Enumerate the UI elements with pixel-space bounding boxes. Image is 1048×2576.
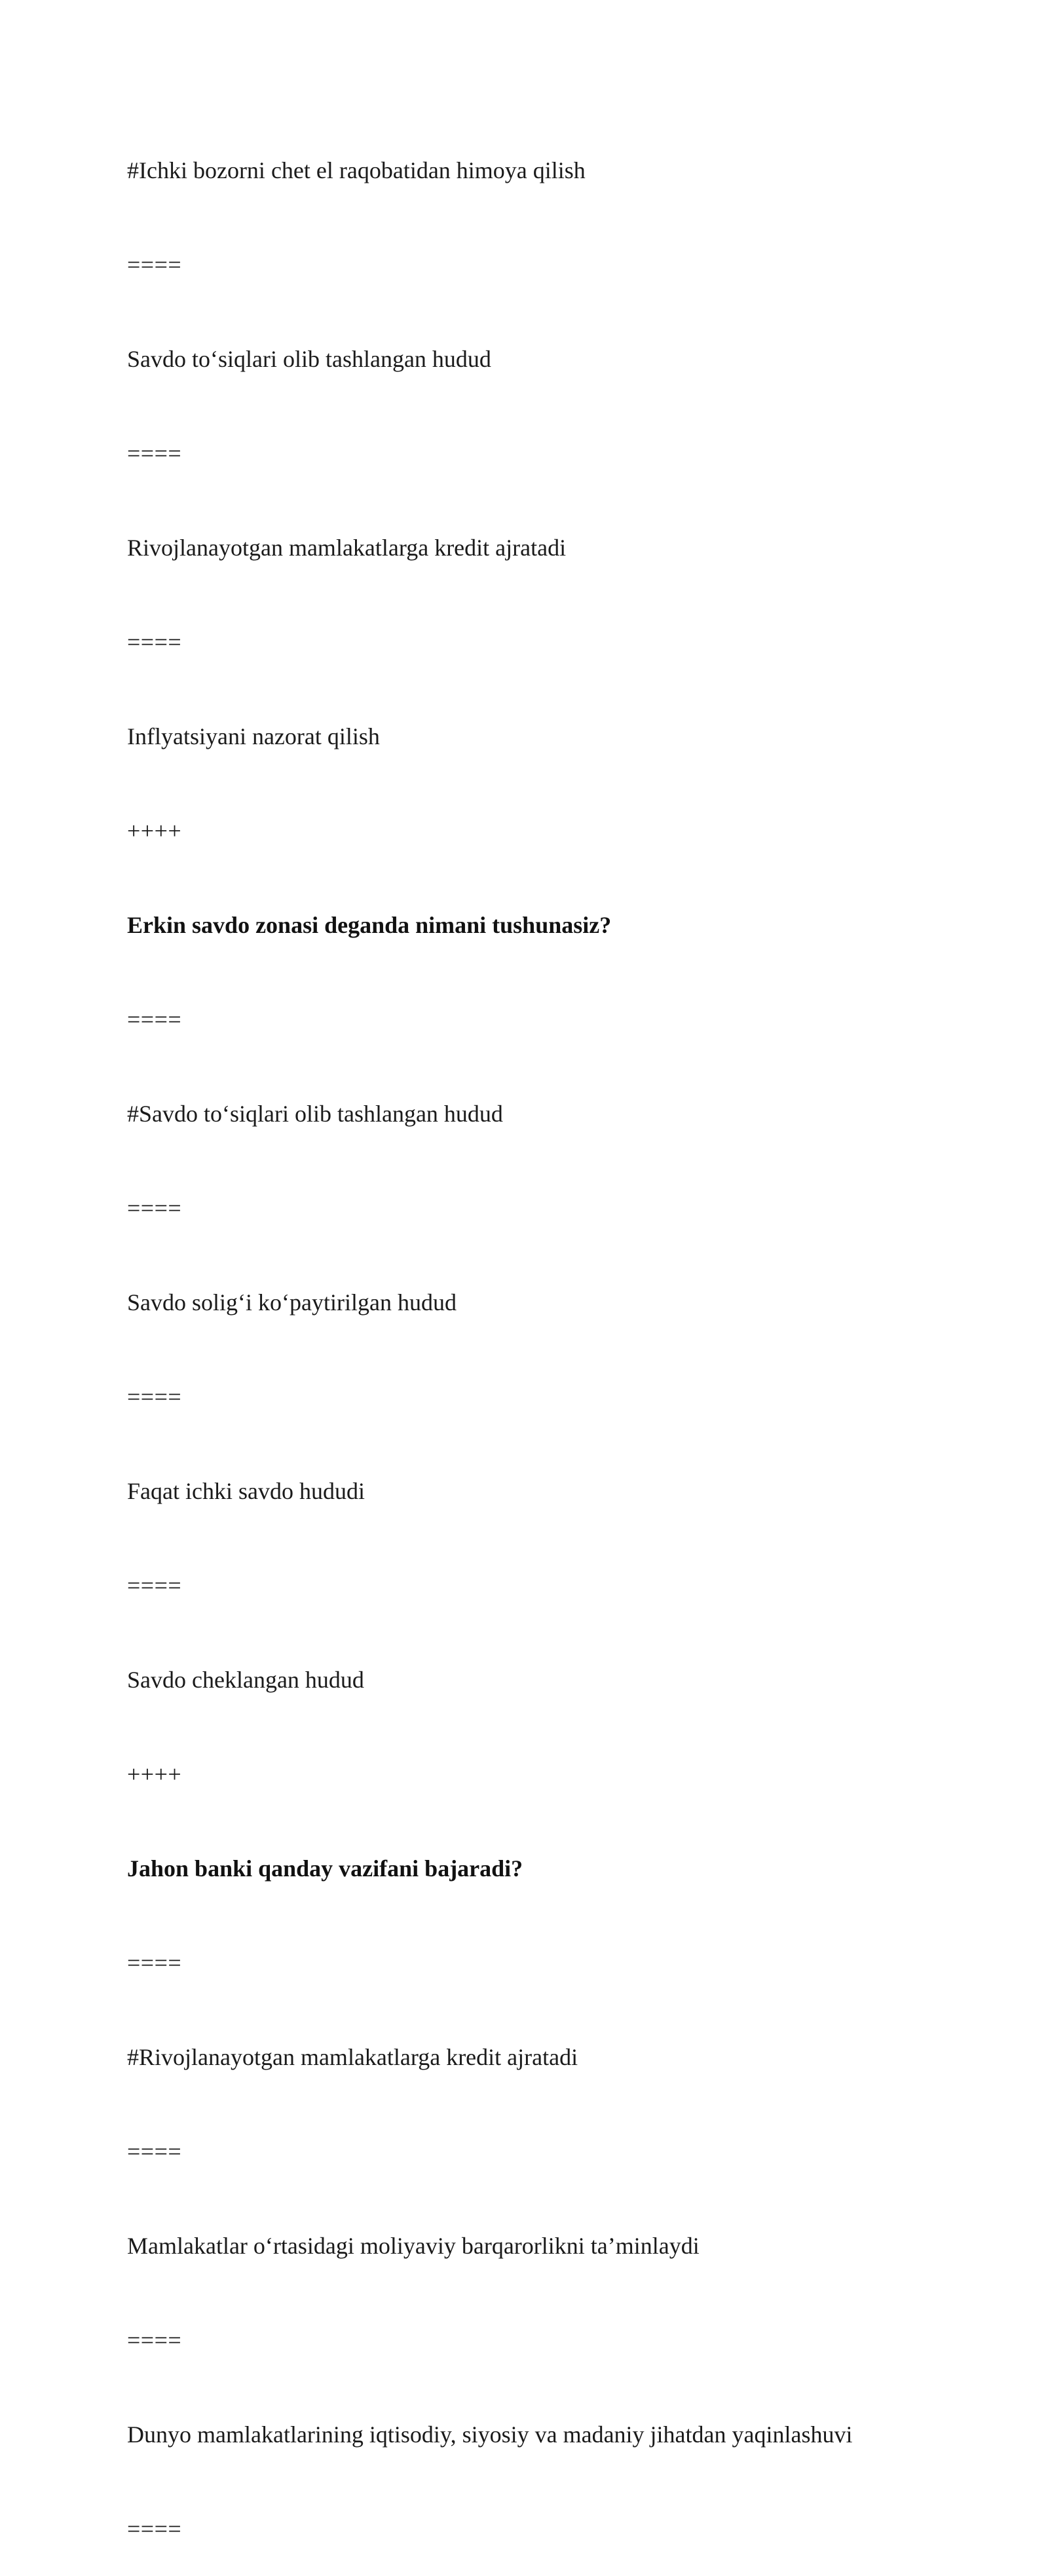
option-separator: ====	[127, 1572, 182, 1599]
answer-option-text: Faqat ichki savdo hududi	[127, 1478, 365, 1504]
question-separator: ++++	[127, 1761, 182, 1787]
option-separator: ====	[127, 2516, 182, 2542]
answer-option-text: #Savdo to‘siqlari olib tashlangan hudud	[127, 1101, 503, 1127]
answer-option-text: Savdo solig‘i ko‘paytirilgan hudud	[127, 1289, 457, 1316]
question-text: Erkin savdo zonasi deganda nimani tushunasiz?	[127, 912, 612, 938]
answer-option-text: Savdo to‘siqlari olib tashlangan hudud	[127, 346, 491, 372]
option-separator: ====	[127, 629, 182, 655]
option-separator: ====	[127, 1950, 182, 1976]
option-separator: ====	[127, 1006, 182, 1032]
answer-option-text: Inflyatsiyani nazorat qilish	[127, 723, 380, 749]
answer-option-text: Mamlakatlar o‘rtasidagi moliyaviy barqarorlikni ta’minlaydi	[127, 2233, 700, 2259]
option-separator: ====	[127, 1384, 182, 1410]
answer-option-text: Dunyo mamlakatlarining iqtisodiy, siyosiy va madaniy jihatdan yaqinlashuvi	[127, 2421, 853, 2448]
answer-option-text: Savdo cheklangan hudud	[127, 1667, 364, 1693]
answer-option-text: #Ichki bozorni chet el raqobatidan himoya qilish	[127, 157, 586, 183]
document-body	[127, 123, 933, 2576]
option-separator: ====	[127, 1195, 182, 1221]
question-text: Jahon banki qanday vazifani bajaradi?	[127, 1855, 523, 1882]
answer-option-text: #Rivojlanayotgan mamlakatlarga kredit ajratadi	[127, 2044, 578, 2070]
option-separator: ====	[127, 252, 182, 278]
option-separator: ====	[127, 440, 182, 466]
option-separator: ====	[127, 2138, 182, 2165]
answer-option-text: Rivojlanayotgan mamlakatlarga kredit ajratadi	[127, 535, 567, 561]
question-separator: ++++	[127, 818, 182, 844]
option-separator: ====	[127, 2327, 182, 2353]
